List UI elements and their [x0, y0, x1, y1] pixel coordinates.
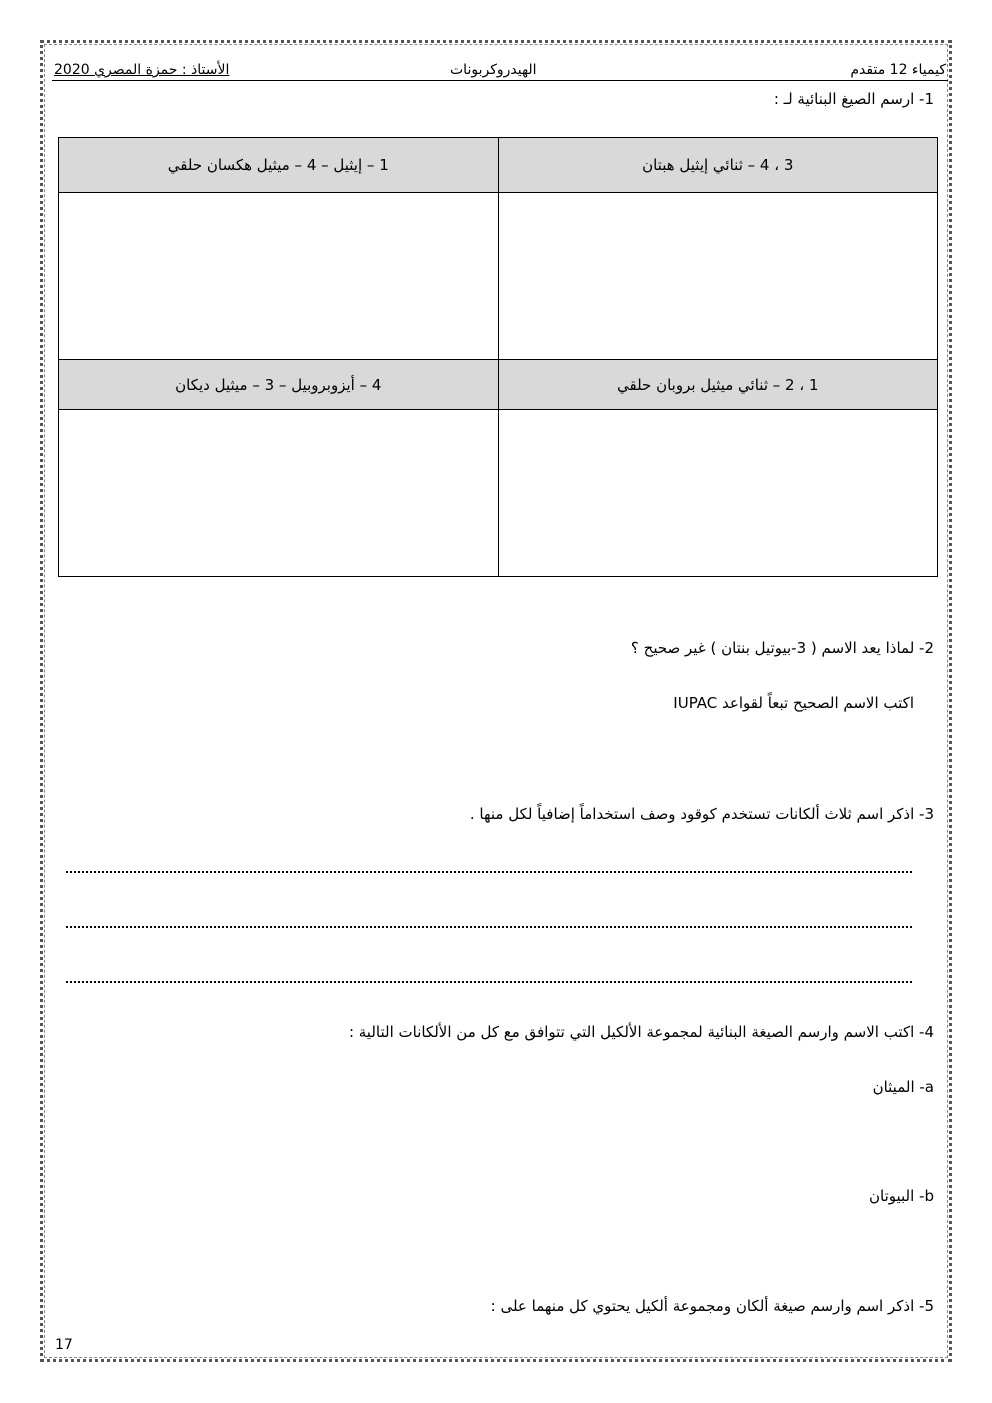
structures-table	[58, 137, 938, 577]
header-topic: الهيدروكربونات	[450, 62, 537, 78]
page-number: 17	[55, 1337, 73, 1353]
answer-line[interactable]	[66, 926, 912, 928]
drawing-area[interactable]	[498, 410, 938, 577]
header-subject: كيمياء 12 متقدم	[850, 62, 946, 78]
question-5-prompt: 5- اذكر اسم وارسم صيغة ألكان ومجموعة ألكيل يحتوي كل منهما على :	[490, 1297, 934, 1315]
question-2-prompt: 2- لماذا يعد الاسم ( 3-بيوتيل بنتان ) غير صحيح ؟	[630, 639, 934, 657]
table-cell-heading: 3 ، 4 – ثنائي إيثيل هبتان	[498, 138, 938, 193]
question-2-sub: اكتب الاسم الصحيح تبعاً لقواعد IUPAC	[673, 694, 914, 712]
question-4-b: b- البيوتان	[868, 1187, 934, 1205]
answer-line[interactable]	[66, 871, 912, 873]
answer-line[interactable]	[66, 981, 912, 983]
question-1-prompt: 1- ارسم الصيغ البنائية لـ :	[773, 90, 934, 108]
drawing-area[interactable]	[59, 410, 499, 577]
question-4-prompt: 4- اكتب الاسم وارسم الصيغة البنائية لمجموعة الألكيل التي تتوافق مع كل من الألكانات التالية :	[348, 1023, 934, 1041]
header-rule	[52, 80, 948, 81]
drawing-area[interactable]	[59, 193, 499, 360]
drawing-area[interactable]	[498, 193, 938, 360]
header-teacher: الأستاذ : حمزة المصري 2020	[54, 62, 230, 78]
table-cell-heading: 1 ، 2 – ثنائي ميثيل بروبان حلقي	[498, 360, 938, 410]
table-cell-heading: 1 – إيثيل – 4 – ميثيل هكسان حلقي	[59, 138, 499, 193]
table-cell-heading: 4 – أيزوبروبيل – 3 – ميثيل ديكان	[59, 360, 499, 410]
question-3-prompt: 3- اذكر اسم ثلاث ألكانات تستخدم كوقود وصف استخداماً إضافياً لكل منها .	[469, 805, 934, 823]
question-4-a: a- الميثان	[872, 1078, 934, 1096]
